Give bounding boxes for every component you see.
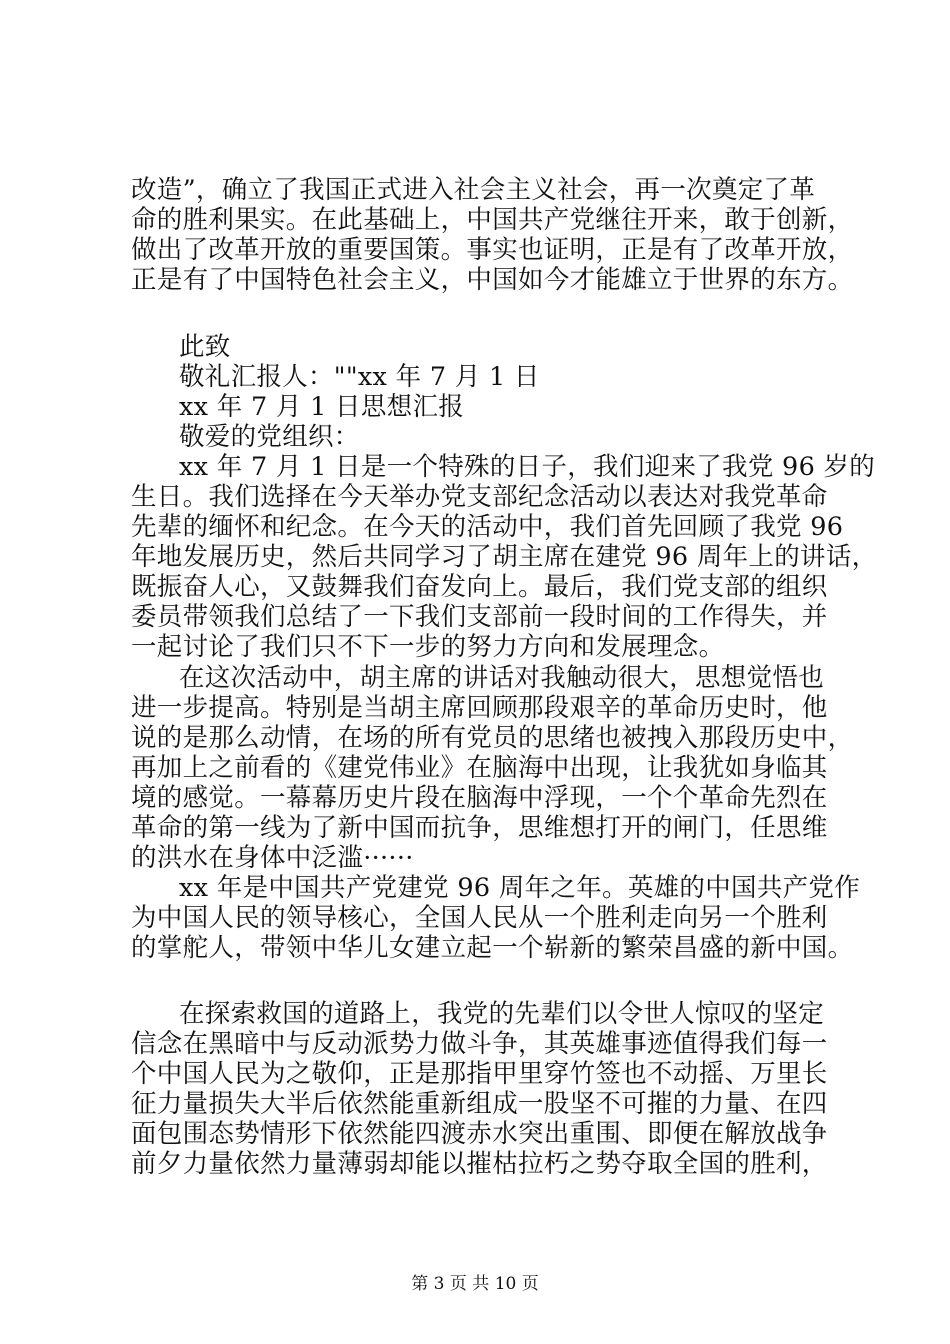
paragraph-3-line: 进一步提高。特别是当胡主席回顾那段艰辛的革命历史时，他	[131, 693, 828, 723]
paragraph-3-line: 革命的第一线为了新中国而抗争，思维想打开的闸门，任思维	[131, 813, 828, 843]
report-title: xx 年 7 月 1 日思想汇报	[179, 392, 465, 422]
closing-signature: 敬礼汇报人：""xx 年 7 月 1 日	[179, 362, 540, 392]
paragraph-2-line: 生日。我们选择在今天举办党支部纪念活动以表达对我党革命	[131, 482, 828, 512]
paragraph-5-line: 信念在黑暗中与反动派势力做斗争，其英雄事迹值得我们每一	[131, 1029, 828, 1059]
paragraph-2-line: 先辈的缅怀和纪念。在今天的活动中，我们首先回顾了我党 96	[131, 512, 844, 542]
greeting: 敬爱的党组织：	[179, 422, 360, 452]
paragraph-1-line: 命的胜利果实。在此基础上，中国共产党继往开来，敢于创新，	[131, 205, 854, 235]
closing-salutation: 此致	[179, 332, 231, 362]
paragraph-4-line: xx 年是中国共产党建党 96 周年之年。英雄的中国共产党作	[179, 873, 861, 903]
paragraph-3-line: 在这次活动中，胡主席的讲话对我触动很大，思想觉悟也	[179, 663, 825, 693]
paragraph-1-line: 改造”，确立了我国正式进入社会主义社会，再一次奠定了革	[131, 175, 816, 205]
paragraph-5-line: 个中国人民为之敬仰，正是那指甲里穿竹签也不动摇、万里长	[131, 1059, 828, 1089]
paragraph-3-line: 境的感觉。一幕幕历史片段在脑海中浮现，一个个革命先烈在	[131, 783, 828, 813]
page-indicator: 第 3 页 共 10 页	[411, 1274, 539, 1294]
paragraph-5-line: 面包围态势情形下依然能四渡赤水突出重围、即便在解放战争	[131, 1119, 828, 1149]
paragraph-1-line: 做出了改革开放的重要国策。事实也证明，正是有了改革开放，	[131, 235, 854, 265]
paragraph-5-line: 在探索救国的道路上，我党的先辈们以令世人惊叹的坚定	[179, 999, 825, 1029]
paragraph-2-line: 一起讨论了我们只不下一步的努力方向和发展理念。	[131, 632, 725, 662]
paragraph-5-line: 征力量损失大半后依然能重新组成一股坚不可摧的力量、在四	[131, 1089, 828, 1119]
paragraph-3-line: 说的是那么动情，在场的所有党员的思绪也被拽入那段历史中，	[131, 723, 854, 753]
paragraph-1-line: 正是有了中国特色社会主义，中国如今才能雄立于世界的东方。	[131, 265, 854, 295]
paragraph-2-line: 委员带领我们总结了一下我们支部前一段时间的工作得失，并	[131, 602, 828, 632]
paragraph-2-line: 既振奋人心，又鼓舞我们奋发向上。最后，我们党支部的组织	[131, 572, 828, 602]
paragraph-5-line: 前夕力量依然力量薄弱却能以摧枯拉朽之势夺取全国的胜利，	[131, 1149, 828, 1179]
paragraph-4-line: 的掌舵人，带领中华儿女建立起一个崭新的繁荣昌盛的新中国。	[131, 933, 854, 963]
paragraph-4-line: 为中国人民的领导核心，全国人民从一个胜利走向另一个胜利	[131, 903, 828, 933]
paragraph-3-line: 再加上之前看的《建党伟业》在脑海中出现，让我犹如身临其	[131, 753, 828, 783]
paragraph-2-line: 年地发展历史，然后共同学习了胡主席在建党 96 周年上的讲话，	[131, 542, 878, 572]
paragraph-2-line: xx 年 7 月 1 日是一个特殊的日子，我们迎来了我党 96 岁的	[179, 452, 876, 482]
paragraph-3-line: 的洪水在身体中泛滥······	[131, 843, 414, 873]
